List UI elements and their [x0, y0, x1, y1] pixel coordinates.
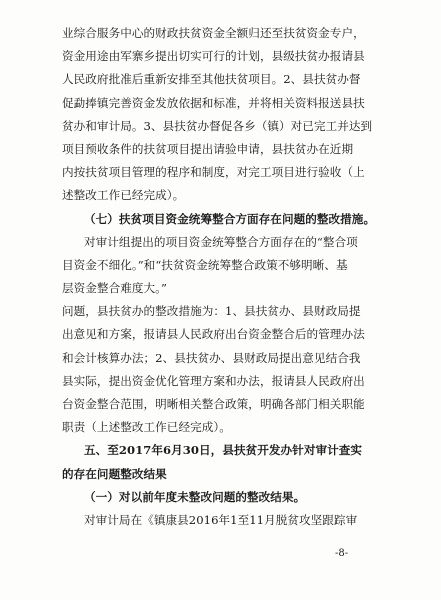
text-line-17: 台资金整合范围，明晰相关整合政策，明确各部门相关职能: [62, 397, 365, 411]
text-line-8: 述整改工作已经完成）。: [62, 188, 185, 203]
text-line-10: 对审计组提出的项目资金统筹整合方面存在的“整合项: [84, 234, 358, 249]
section-heading-5-cont: 的存在问题整改结果: [62, 466, 167, 481]
subsection-heading-1: （一）对以前年度未整改问题的整改结果。: [84, 489, 306, 504]
text-line-18: 职责（上述整改工作已经完成）。: [62, 420, 231, 435]
text-line-3: 人民政府批准后重新安排至其他扶贫项目。2、县扶贫办督: [62, 72, 361, 87]
text-line-13: 问题，县扶贫办的整改措施为：1、县扶贫办、县财政局提: [62, 304, 361, 319]
text-line-14: 出意见和方案，报请县人民政府出台资金整合后的管理办法: [62, 327, 365, 342]
text-line-7: 内按扶贫项目管理的程序和制度，对完工项目进行验收（上: [62, 165, 365, 180]
body-text: [62, 22, 407, 532]
page-number: -8-: [335, 548, 349, 559]
text-line-16: 县实际，提出资金优化管理方案和办法，报请县人民政府出: [62, 373, 365, 388]
text-line-2: 资金用途由军寨乡提出切实可行的计划，县级扶贫办报请县: [62, 49, 365, 64]
text-line-1: 业综合服务中心的财政扶贫资金全额归还至扶贫资金专户，: [62, 26, 365, 40]
text-line-12: 层资金整合难度大。”: [62, 281, 167, 296]
text-line-22: 对审计局在《镇康县2016年1至11月脱贫攻坚跟踪审: [84, 512, 358, 527]
section-heading-7: （七）扶贫项目资金统筹整合方面存在问题的整改措施。: [84, 211, 376, 226]
text-line-5: 贫办和审计局。3、县扶贫办督促各乡（镇）对已完工并达到: [62, 118, 373, 133]
text-line-6: 项目预收条件的扶贫项目提出请验申请，县扶贫办在近期: [62, 141, 354, 156]
section-heading-5: 五、至2017年6月30日，县扶贫开发办针对审计查实: [84, 443, 363, 458]
text-line-4: 促勐捧镇完善资金发放依据和标准，并将相关资料报送县扶: [62, 95, 365, 110]
text-line-11: 目资金不细化。”和“扶贫资金统筹整合政策不够明晰、基: [62, 257, 348, 272]
text-line-15: 和会计核算办法；2、县扶贫办、县财政局提出意见结合我: [62, 350, 361, 365]
